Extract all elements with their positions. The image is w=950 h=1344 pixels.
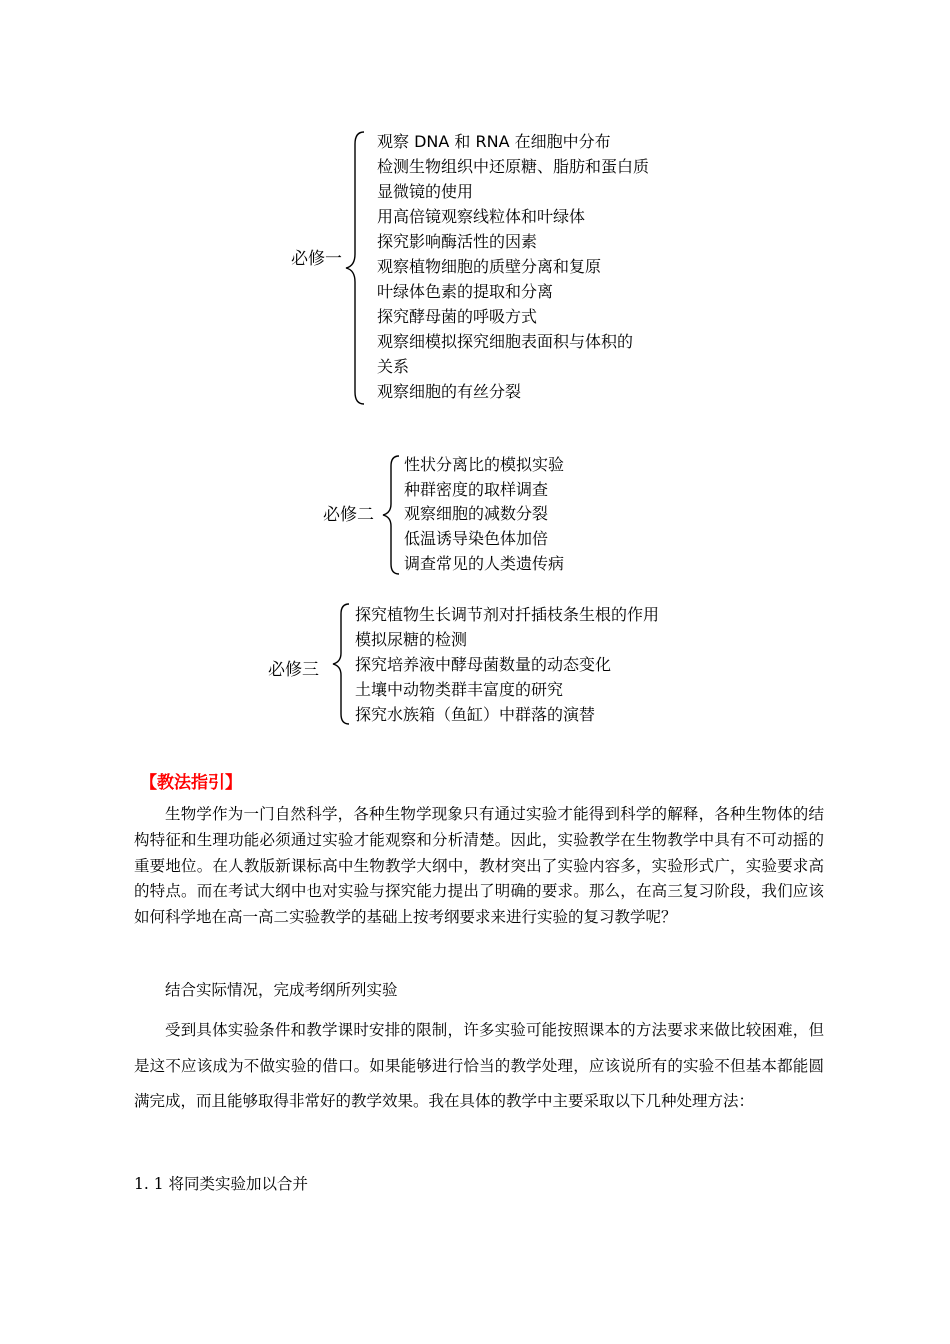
group-label: 必修三 bbox=[268, 660, 319, 680]
list-item: 种群密度的取样调查 bbox=[404, 479, 549, 499]
experiment-list bbox=[404, 453, 564, 576]
curly-brace bbox=[330, 602, 352, 726]
list-item: 观察 DNA 和 RNA 在细胞中分布 bbox=[377, 132, 611, 151]
list-item: 模拟尿糖的检测 bbox=[355, 630, 468, 649]
curly-brace bbox=[380, 454, 402, 576]
body-paragraph: 受到具体实验条件和教学课时安排的限制，许多实验可能按照课本的方法要求来做比较困难，但是这不应该成为不做实验的借口。如果能够进行恰当的教学处理，应该说所有的实验不但基本都能圆满完成，而且能够取得非常好的教学效果。我在具体的教学中主要采取以下几种处理方法： bbox=[134, 1021, 824, 1110]
list-item: 用高倍镜观察线粒体和叶绿体 bbox=[377, 207, 586, 226]
section-heading: 【教法指引】 bbox=[140, 773, 242, 793]
list-item: 探究影响酶活性的因素 bbox=[377, 232, 538, 251]
group-label: 必修二 bbox=[323, 505, 374, 525]
list-item: 叶绿体色素的提取和分离 bbox=[377, 282, 554, 301]
list-item: 调查常见的人类遗传病 bbox=[404, 553, 565, 573]
experiment-list bbox=[377, 129, 649, 404]
list-item: 探究水族箱（鱼缸）中群落的演替 bbox=[355, 705, 596, 724]
group-label: 必修一 bbox=[291, 249, 342, 269]
list-item: 性状分离比的模拟实验 bbox=[404, 455, 565, 474]
intro-paragraph: 生物学作为一门自然科学，各种生物学现象只有通过实验才能得到科学的解释，各种生物体的结构特征和生理功能必须通过实验才能观察和分析清楚。因此，实验教学在生物教学中具有不可动摇的重要地位。在人教版新课标高中生物教学大纲中，教材突出了实验内容多，实验形式广，实验要求高的特点。而在考试大纲中也对实验与探究能力提出了明确的要求。那么，在高三复习阶段，我们应该如何科学地在高一高二实验教学的基础上按考纲要求来进行实验的复习教学呢？ bbox=[134, 805, 824, 927]
subheading-paragraph: 结合实际情况，完成考纲所列实验 bbox=[165, 981, 398, 999]
subsection-heading: 1. 1 将同类实验加以合并 bbox=[134, 1175, 309, 1193]
list-item: 土壤中动物类群丰富度的研究 bbox=[355, 680, 564, 699]
list-item: 观察植物细胞的质壁分离和复原 bbox=[377, 257, 602, 276]
list-item: 观察细胞的减数分裂 bbox=[404, 504, 549, 524]
list-item: 显微镜的使用 bbox=[377, 182, 474, 201]
list-item: 检测生物组织中还原糖、脂肪和蛋白质 bbox=[377, 157, 650, 176]
list-item: 观察细模拟探究细胞表面积与体积的 bbox=[377, 332, 634, 351]
experiment-list bbox=[355, 602, 659, 727]
list-item: 观察细胞的有丝分裂 bbox=[377, 382, 522, 401]
list-item: 低温诱导染色体加倍 bbox=[404, 529, 549, 549]
list-item: 关系 bbox=[377, 357, 410, 376]
list-item: 探究植物生长调节剂对扦插枝条生根的作用 bbox=[355, 605, 660, 624]
list-item: 探究酵母菌的呼吸方式 bbox=[377, 307, 538, 326]
curly-brace bbox=[343, 130, 367, 406]
list-item: 探究培养液中酵母菌数量的动态变化 bbox=[355, 655, 612, 674]
